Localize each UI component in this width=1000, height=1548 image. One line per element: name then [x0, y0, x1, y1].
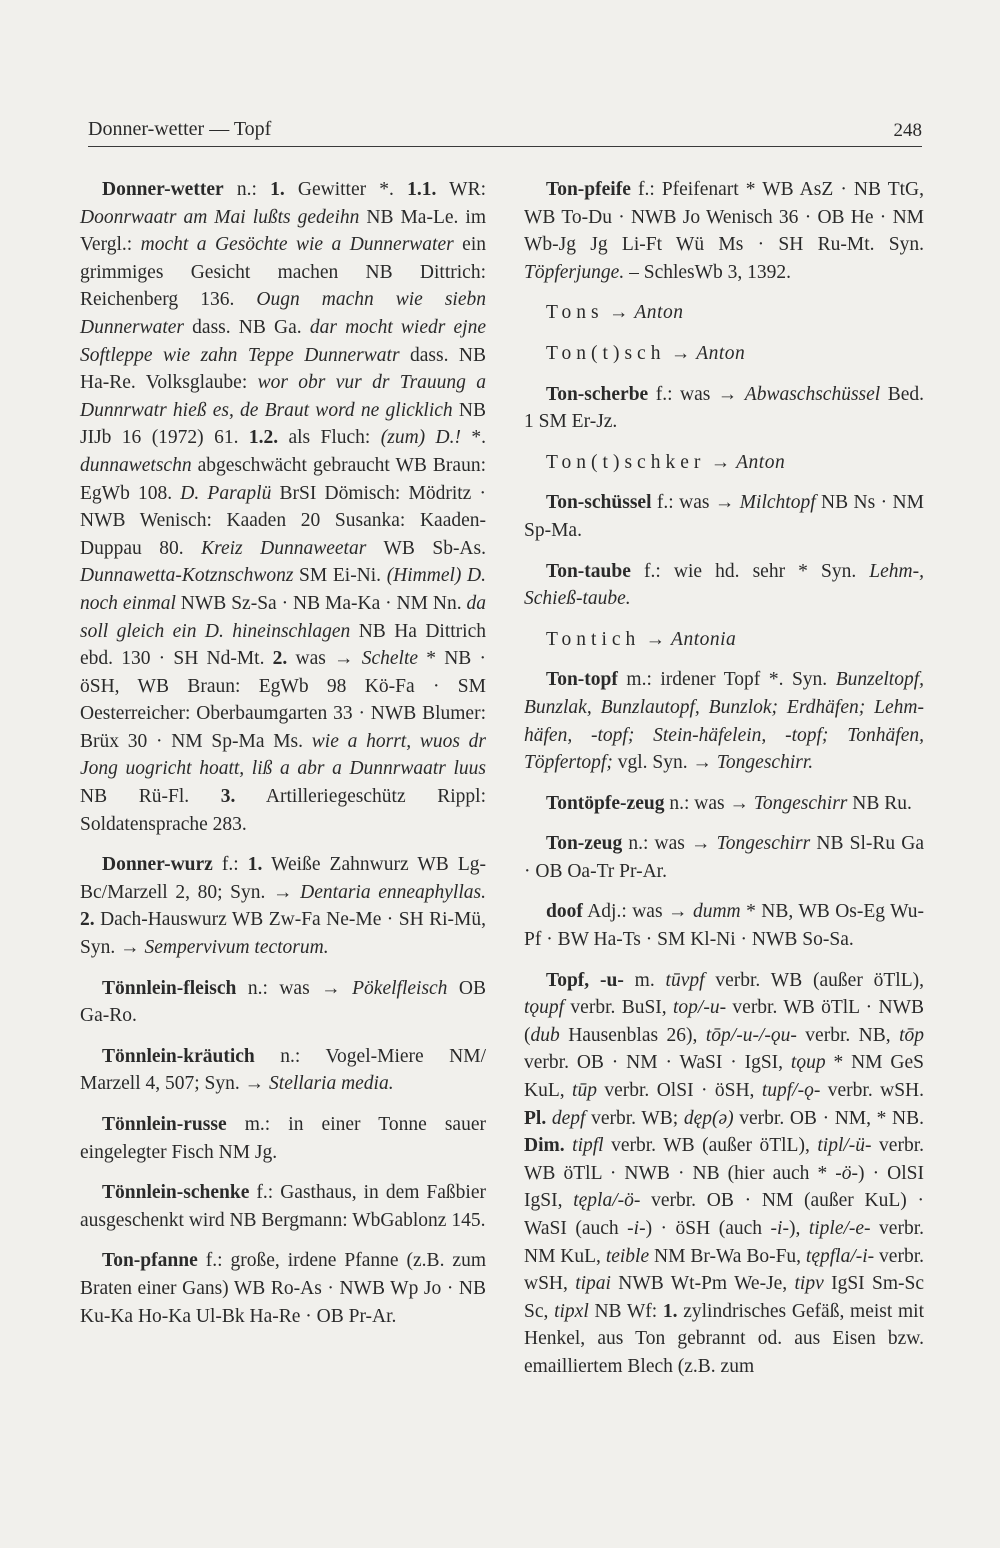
- header-title: Donner-wetter — Topf: [88, 118, 272, 140]
- dictionary-entry-ton-t-sch: Ton(t)sch → Anton: [546, 342, 746, 364]
- dictionary-entry-ton-scherbe: Ton-scherbe f.: was → Abwaschschüssel Bed. 1 SM Er-Jz.: [524, 383, 924, 433]
- dictionary-entry-ton-pfanne: Ton-pfanne f.: große, irdene Pfanne (z.B. zum Braten einer Gans) WB Ro-As · NWB Wp Jo · NB Ku-Ka Ho-Ka Ul-Bk Ha-Re · OB Pr-Ar.: [80, 1250, 486, 1327]
- dictionary-entry-topf: Topf, -u- m. tūvpf verbr. WB (außer öTlL), tǫupf verbr. BuSI, top/-u- verbr. WB öTlL · NWB (dub Hausenblas 26), tōp/-u-/-ǫu- verbr. NB, tōp verbr. OB · NM · WaSI · IgSI, tǫup * NM GeS KuL, tūp verbr. OlSI · öSH, tupf/-ǫ- verbr. wSH. Pl. depf verbr. WB; dęp(ə) verbr. OB · NM, * NB. Dim. tipfl verbr. WB (außer öTlL), tipl/-ü- verbr. WB öTlL · NWB · NB (hier auch * -ö-) · OlSI IgSI, tępla/-ö- verbr. OB · NM (außer KuL) · WaSI (auch -i-) · öSH (auch -i-), tiple/-e- verbr. NM KuL, teible NM Br-Wa Bo-Fu, tępfla/-i- verbr. wSH, tipai NWB Wt-Pm We-Je, tipv IgSI Sm-Sc Sc, tipxl NB Wf: 1. zylindrisches Gefäß, meist mit Henkel, aus Ton gebrannt od. aus Eisen bzw. emailliertem Blech (z.B. zum: [524, 969, 925, 1377]
- page-number: 248: [893, 120, 922, 141]
- dictionary-entry-toennlein-russe: Tönnlein-russe m.: in einer Tonne sauer eingelegter Fisch NM Jg.: [80, 1114, 486, 1163]
- dictionary-entry-doof: doof Adj.: was → dumm * NB, WB Os-Eg Wu-Pf · BW Ha-Ts · SM Kl-Ni · NWB So-Sa.: [524, 901, 924, 951]
- dictionary-entry-tontich: Tontich → Antonia: [546, 628, 737, 650]
- dictionary-entry-tons: Tons → Anton: [546, 302, 684, 324]
- running-header: [88, 116, 922, 147]
- dictionary-entry-ton-schuessel: Ton-schüssel f.: was → Milchtopf NB Ns · NM Sp-Ma.: [524, 492, 924, 541]
- dictionary-entry-toennlein-kraeutich: Tönnlein-kräutich n.: Vogel-Miere NM/ Marzell 4, 507; Syn. → Stellaria media.: [80, 1045, 486, 1095]
- dictionary-entry-toennlein-fleisch: Tönnlein-fleisch n.: was → Pökelfleisch OB Ga-Ro.: [80, 977, 487, 1027]
- dictionary-entry-ton-topf: Ton-topf m.: irdener Topf *. Syn. Bunzeltopf, Bunzlak, Bunzlautopf, Bunzlok; Erdhäfen; Lehm-häfen, -topf; Stein-häfelein, -topf; Tonhäfen, Töpfertopf; vgl. Syn. → Tongeschirr.: [524, 669, 924, 774]
- dictionary-entry-toennlein-schenke: Tönnlein-schenke f.: Gasthaus, in dem Faßbier ausgeschenkt wird NB Bergmann: WbGablonz 145.: [80, 1182, 486, 1231]
- dictionary-entry-donner-wetter: Donner-wetter n.: 1. Gewitter *. 1.1. WR: Doonrwaatr am Mai lußts gedeihn NB Ma-Le. im Vergl.: mocht a Gesöchte wie a Dunnerwater ein grimmiges Gesicht machen NB Dittrich: Reichenberg 136. Ougn machn wie siebn Dunnerwater dass. NB Ga. dar mocht wiedr ejne Softleppe wie zahn Teppe Dunnerwatr dass. NB Ha-Re. Volksglaube: wor obr vur dr Trauung a Dunnrwatr hieß es, de Braut word ne glicklich NB JIJb 16 (1972) 61. 1.2. als Fluch: (zum) D.! *. dunnawetschn abgeschwächt gebraucht WB Braun: EgWb 108. D. Paraplü BrSI Dömisch: Mödritz · NWB Wenisch: Kaaden 20 Susanka: Kaaden-Duppau 80. Kreiz Dunnaweetar WB Sb-As. Dunnawetta-Kotznschwonz SM Ei-Ni. (Himmel) D. noch einmal NWB Sz-Sa · NB Ma-Ka · NM Nn. da soll gleich ein D. hineinschlagen NB Ha Dittrich ebd. 130 · SH Nd-Mt. 2. was → Schelte * NB · öSH, WB Braun: EgWb 98 Kö-Fa · SM Oesterreicher: Oberbaumgarten 33 · NWB Blumer: Brüx 30 · NM Sp-Ma Ms. wie a horrt, wuos dr Jong uogricht hoatt, liß a abr a Dunnrwaatr luus NB Rü-Fl. 3. Artilleriegeschütz Rippl: Soldatensprache 283.: [80, 179, 487, 835]
- dictionary-entry-ton-taube: Ton-taube f.: wie hd. sehr * Syn. Lehm-, Schieß-taube.: [524, 560, 924, 610]
- dictionary-entry-ton-t-schker: Ton(t)schker → Anton: [546, 451, 786, 473]
- right-column: [524, 176, 924, 1394]
- dictionary-entry-ton-zeug: Ton-zeug n.: was → Tongeschirr NB Sl-Ru Ga · OB Oa-Tr Pr-Ar.: [524, 833, 925, 882]
- dictionary-entry-donner-wurz: Donner-wurz f.: 1. Weiße Zahnwurz WB Lg-Bc/Marzell 2, 80; Syn. → Dentaria enneaphyllas. 2. Dach-Hauswurz WB Zw-Fa Ne-Me · SH Ri-Mü, Syn. → Sempervivum tectorum.: [80, 854, 486, 959]
- dictionary-entry-ton-pfeife: Ton-pfeife f.: Pfeifenart * WB AsZ · NB TtG, WB To-Du · NWB Jo Wenisch 36 · OB He · NM Wb-Jg Jg Li-Ft Wü Ms · SH Ru-Mt. Syn. Töpferjunge. – SchlesWb 3, 1392.: [524, 179, 924, 283]
- dictionary-entry-tontoepfe-zeug: Tontöpfe-zeug n.: was → Tongeschirr NB Ru.: [546, 792, 912, 814]
- left-column: [80, 176, 486, 1343]
